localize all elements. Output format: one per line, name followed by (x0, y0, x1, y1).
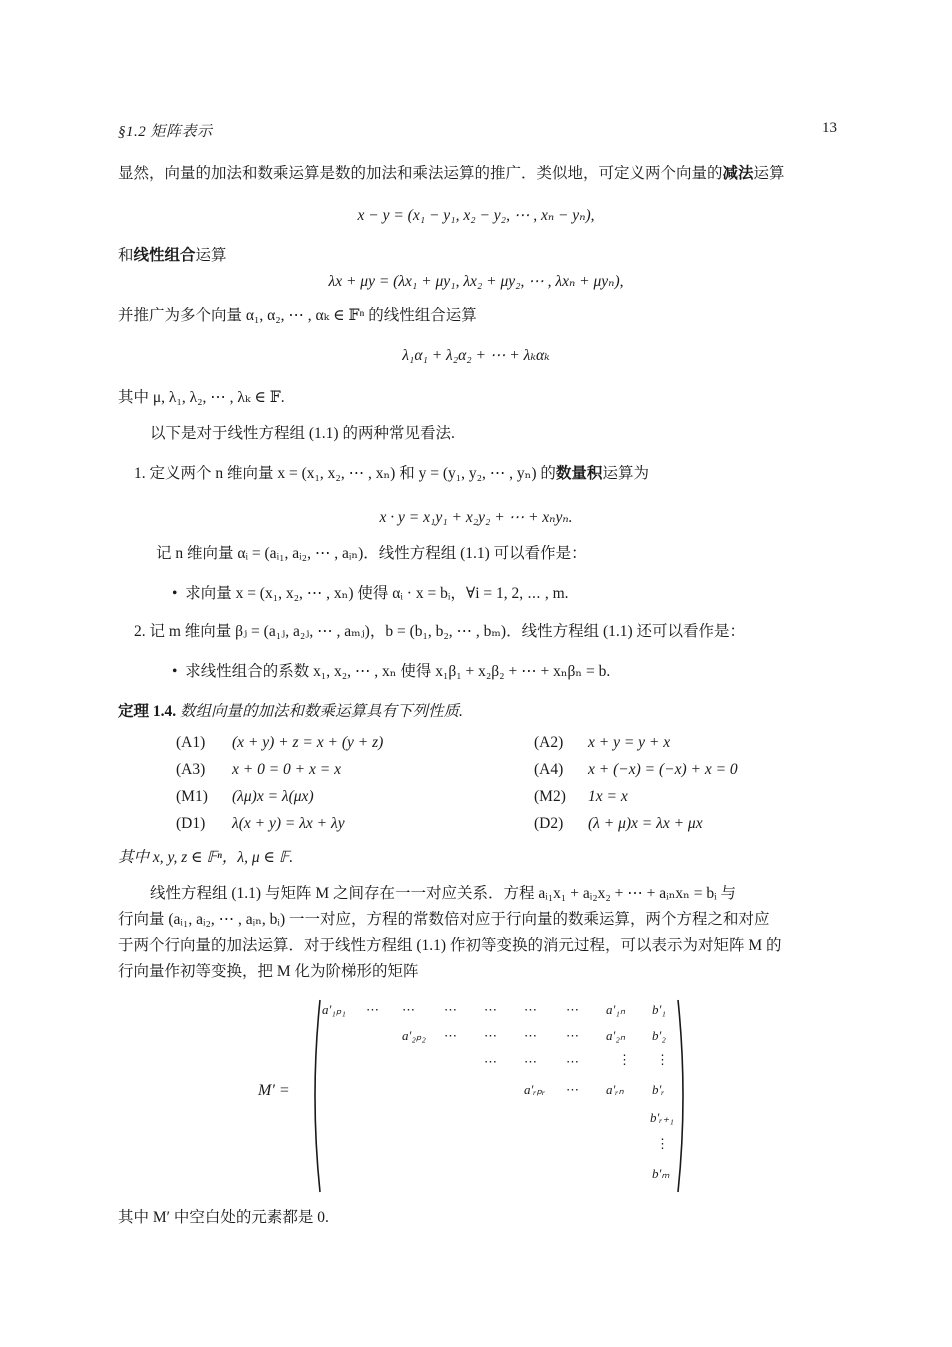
paragraph-long-line-2: 行向量 (aᵢ₁, aᵢ₂, ⋯ , aᵢₙ, bᵢ) 一一对应，方程的常数倍对应于行向量的数乘运算，两个方程之和对应 (118, 911, 770, 928)
prop-label-d2: (D2) (534, 815, 564, 832)
term-subtraction: 减法 (722, 165, 754, 182)
page-number: 13 (822, 120, 837, 136)
matrix-cell: ⋯ (484, 1054, 498, 1069)
equation-subtraction: x − y = (x₁ − y₁, x₂ − y₂, ⋯ , xₙ − yₙ), (357, 207, 595, 224)
matrix-cell: ⋯ (484, 1028, 498, 1043)
bullet-icon: • (172, 585, 186, 602)
closing-sentence: 其中 M′ 中空白处的元素都是 0. (118, 1209, 329, 1226)
paragraph-long-line-3: 于两个行向量的加法运算．对于线性方程组 (1.1) 作初等变换的消元过程，可以表示为对矩阵 M 的 (118, 937, 782, 954)
prop-formula-m1: (λμ)x = λ(μx) (232, 788, 314, 805)
matrix-cell: a′₂ₙ (606, 1028, 626, 1043)
matrix-cell: b′ₘ (652, 1166, 670, 1181)
matrix-cell: a′₂ₚ₂ (402, 1028, 426, 1043)
prop-label-d1: (D1) (176, 815, 206, 832)
matrix-cell: a′ᵣₙ (606, 1082, 624, 1097)
matrix-cell: ⋮ (618, 1052, 631, 1067)
paragraph-3: 并推广为多个向量 α₁, α₂, ⋯ , αₖ ∈ 𝔽ⁿ 的线性组合运算 (118, 307, 477, 324)
matrix-cell: ⋯ (366, 1002, 380, 1017)
paragraph-2 (118, 246, 227, 266)
right-paren-icon (676, 998, 690, 1194)
matrix-cell: ⋯ (566, 1082, 580, 1097)
matrix-cell: ⋯ (566, 1054, 580, 1069)
paragraph-1-end: 运算 (753, 165, 785, 182)
equation-linear-combination: λx + μy = (λx₁ + μy₁, λx₂ + μy₂, ⋯ , λxₙ + μyₙ), (328, 273, 624, 290)
paragraph-4: 其中 μ, λ₁, λ₂, ⋯ , λₖ ∈ 𝔽. (118, 389, 285, 406)
paragraph-2-pre: 和 (118, 247, 134, 264)
matrix-cell: ⋮ (656, 1052, 669, 1067)
matrix-cell: b′ᵣ (652, 1082, 665, 1097)
list-item-1-text: 1. 定义两个 n 维向量 x = (x₁, x₂, ⋯ , xₙ) 和 y = (y₁, y₂, ⋯ , yₙ) 的 (134, 465, 556, 482)
theorem-statement (118, 702, 463, 722)
matrix-cell: ⋯ (566, 1028, 580, 1043)
matrix-cell: a′₁ₚ₁ (322, 1002, 346, 1017)
list-item-2: 2. 记 m 维向量 βⱼ = (a₁ⱼ, a₂ⱼ, ⋯ , aₘⱼ)，b = (b₁, b₂, ⋯ , bₘ)．线性方程组 (1.1) 还可以看作是： (134, 623, 746, 640)
matrix-cell: ⋯ (524, 1002, 538, 1017)
paragraph-1-text: 显然，向量的加法和数乘运算是数的加法和乘法运算的推广．类似地，可定义两个向量的 (118, 165, 723, 182)
paragraph-long-line-4: 行向量作初等变换，把 M 化为阶梯形的矩阵 (118, 963, 419, 980)
matrix-cell: ⋯ (444, 1028, 458, 1043)
list-item-1 (134, 464, 649, 484)
matrix-cell: ⋮ (656, 1136, 669, 1151)
prop-formula-a4: x + (−x) = (−x) + x = 0 (588, 761, 738, 778)
matrix-cell: a′ᵣₚᵣ (524, 1082, 546, 1097)
prop-formula-d2: (λ + μ)x = λx + μx (588, 815, 703, 832)
prop-label-a1: (A1) (176, 734, 206, 751)
paragraph-5: 以下是对于线性方程组 (1.1) 的两种常见看法. (150, 425, 455, 442)
paragraph-1 (118, 164, 785, 184)
prop-formula-a2: x + y = y + x (588, 734, 671, 751)
prop-formula-d1: λ(x + y) = λx + λy (232, 815, 345, 832)
matrix-cell: ⋯ (402, 1002, 416, 1017)
equation-multi-combination: λ₁α₁ + λ₂α₂ + ⋯ + λₖαₖ (402, 347, 550, 364)
prop-label-a3: (A3) (176, 761, 206, 778)
prop-label-m1: (M1) (176, 788, 208, 805)
list-item-1-note: 记 n 维向量 αᵢ = (aᵢ₁, aᵢ₂, ⋯ , aᵢₙ)．线性方程组 (1.1) 可以看作是： (156, 545, 587, 562)
prop-formula-a3: x + 0 = 0 + x = x (232, 761, 341, 778)
term-dot-product: 数量积 (555, 465, 603, 482)
matrix-cell: b′₂ (652, 1028, 666, 1043)
matrix-cell: ⋯ (566, 1002, 580, 1017)
term-linear-combination: 线性组合 (133, 247, 196, 264)
bullet-icon: • (172, 663, 186, 680)
list-item-1-end: 运算为 (602, 465, 649, 482)
bullet-2-text: 求线性组合的系数 x₁, x₂, ⋯ , xₙ 使得 x₁β₁ + x₂β₂ + ⋯ + xₙβₙ = b. (185, 663, 611, 680)
prop-label-m2: (M2) (534, 788, 566, 805)
theorem-where: 其中 x, y, z ∈ 𝔽ⁿ，λ, μ ∈ 𝔽. (118, 849, 294, 866)
matrix-cell: b′ᵣ₊₁ (650, 1110, 674, 1125)
theorem-label: 定理 1.4. (118, 703, 177, 720)
bullet-2 (172, 662, 610, 682)
paragraph-2-end: 运算 (195, 247, 227, 264)
prop-label-a2: (A2) (534, 734, 564, 751)
matrix-cell: b′₁ (652, 1002, 666, 1017)
matrix-cell: a′₁ₙ (606, 1002, 626, 1017)
bullet-1-text: 求向量 x = (x₁, x₂, ⋯ , xₙ) 使得 αᵢ · x = bᵢ，∀i = 1, 2, ⋯ , m. (185, 585, 569, 602)
matrix-label: M′ = (258, 1082, 290, 1099)
equation-dot-product: x · y = x₁y₁ + x₂y₂ + ⋯ + xₙyₙ. (379, 509, 573, 526)
paragraph-long-line-1: 线性方程组 (1.1) 与矩阵 M 之间存在一一对应关系．方程 aᵢ₁x₁ + aᵢ₂x₂ + ⋯ + aᵢₙxₙ = bᵢ 与 (150, 885, 737, 902)
matrix-cell: ⋯ (444, 1002, 458, 1017)
theorem-text: 数组向量的加法和数乘运算具有下列性质. (180, 703, 463, 720)
prop-formula-m2: 1x = x (588, 788, 628, 805)
running-header-section: §1.2 矩阵表示 (118, 124, 213, 140)
matrix-cell: ⋯ (524, 1028, 538, 1043)
matrix-cell: ⋯ (524, 1054, 538, 1069)
bullet-1 (172, 584, 569, 604)
matrix-m-prime (258, 998, 698, 1194)
matrix-cell: ⋯ (484, 1002, 498, 1017)
prop-formula-a1: (x + y) + z = x + (y + z) (232, 734, 384, 751)
left-paren-icon (308, 998, 322, 1194)
prop-label-a4: (A4) (534, 761, 564, 778)
